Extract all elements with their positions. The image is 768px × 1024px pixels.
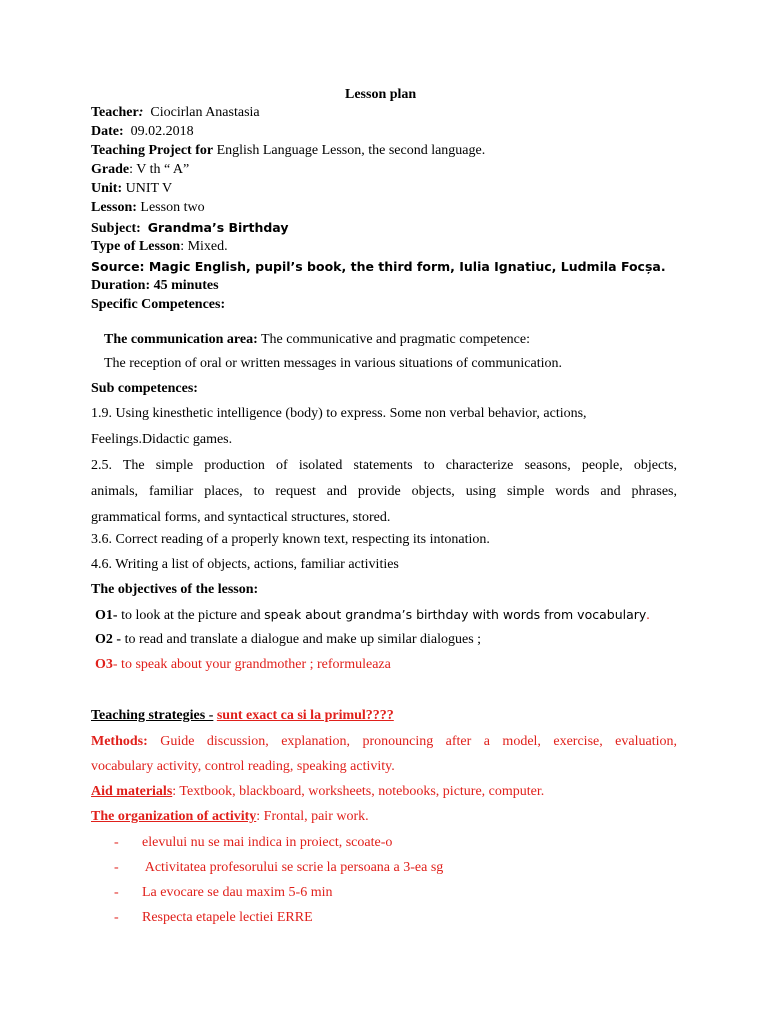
objective-o2-label: O2 - (95, 632, 122, 647)
comment-text: Respecta etapele lectiei ERRE (142, 910, 313, 925)
communication-area-line (104, 331, 530, 349)
dash-bullet-icon: - (114, 910, 119, 925)
sub-competences-heading: Sub competences: (91, 381, 198, 396)
teaching-strategies-note: sunt exact ca si la primul???? (216, 708, 394, 723)
comment-item (114, 884, 332, 902)
objective-o1 (95, 606, 650, 625)
project-line (91, 142, 485, 160)
objective-o1-text-a: to look at the picture and (117, 608, 265, 623)
objective-o3-label: O3 (95, 657, 113, 672)
methods-line1 (91, 733, 677, 751)
competence-1-9-line2: Feelings.Didactic games. (91, 432, 233, 447)
unit-line (91, 180, 172, 198)
organization-label: The organization of activity (91, 809, 257, 824)
project-label: Teaching Project for (91, 143, 214, 158)
teacher-line (91, 104, 260, 122)
date-line (91, 123, 194, 141)
duration-line: Duration: 45 minutes (91, 278, 219, 293)
comment-text: Activitatea profesorului se scrie la persoana a 3-ea sg (142, 860, 444, 875)
objective-o1-dot: . (646, 608, 650, 623)
competence-2-5-line3: grammatical forms, and syntactical structures, stored. (91, 510, 391, 525)
teacher-label: Teacher (91, 105, 139, 120)
grade-line (91, 161, 189, 179)
grade-value: : V th “ A” (129, 162, 190, 177)
teacher-value: Ciocirlan Anastasia (150, 105, 260, 120)
lesson-line (91, 199, 205, 217)
methods-text-line1: Guide discussion, explanation, pronouncing after a model, exercise, evaluation, (160, 734, 677, 749)
competence-2-5-line1: 2.5. The simple production of isolated statements to characterize seasons, people, objects, (91, 458, 677, 473)
competence-3-6: 3.6. Correct reading of a properly known text, respecting its intonation. (91, 532, 490, 547)
comment-text: elevului nu se mai indica in proiect, scoate-o (142, 835, 393, 850)
subject-value: Grandma’s Birthday (147, 220, 289, 235)
unit-value: UNIT V (125, 181, 173, 196)
communication-area-value: The communicative and pragmatic competence: (260, 332, 530, 347)
aid-materials-label: Aid materials (91, 784, 173, 799)
unit-label: Unit: (91, 181, 123, 196)
organization-value: : Frontal, pair work. (256, 809, 369, 824)
comment-item (114, 859, 443, 877)
lesson-value: Lesson two (140, 200, 205, 215)
teaching-strategies-label: Teaching strategies - (91, 708, 214, 723)
comment-item (114, 909, 313, 927)
comment-text: La evocare se dau maxim 5-6 min (142, 885, 333, 900)
teacher-colon: : (138, 105, 144, 120)
aid-materials-line (91, 783, 544, 801)
date-label: Date: (91, 124, 124, 139)
competence-4-6: 4.6. Writing a list of objects, actions, familiar activities (91, 557, 399, 572)
objective-o2 (95, 631, 481, 649)
source-line: Source: Magic English, pupil’s book, the third form, Iulia Ignatiuc, Ludmila Focșa. (91, 259, 666, 274)
type-label: Type of Lesson (91, 239, 181, 254)
competences-heading: Specific Competences: (91, 297, 226, 312)
objective-o3-text: - to speak about your grandmother ; reformuleaza (112, 657, 391, 672)
subject-label: Subject: (91, 221, 141, 236)
teaching-strategies-line (91, 707, 394, 725)
competence-2-5-line2: animals, familiar places, to request and provide objects, using simple words and phrases, (91, 484, 677, 499)
communication-area-label: The communication area: (104, 332, 258, 347)
organization-line (91, 808, 369, 826)
dash-bullet-icon: - (114, 860, 119, 875)
date-value: 09.02.2018 (130, 124, 194, 139)
objective-o1-label: O1- (95, 608, 118, 623)
competence-1-9-line1: 1.9. Using kinesthetic intelligence (body) to express. Some non verbal behavior, actions, (91, 406, 587, 421)
comment-item (114, 834, 392, 852)
methods-line2: vocabulary activity, control reading, speaking activity. (91, 759, 395, 774)
methods-label: Methods: (91, 734, 148, 749)
document-title: Lesson plan (345, 87, 417, 102)
objectives-heading: The objectives of the lesson: (91, 582, 259, 597)
type-value: : Mixed. (180, 239, 228, 254)
grade-label: Grade (91, 162, 130, 177)
dash-bullet-icon: - (114, 835, 119, 850)
dash-bullet-icon: - (114, 885, 119, 900)
objective-o1-text-b: speak about grandma’s birthday with words from vocabulary (264, 607, 647, 622)
lesson-label: Lesson: (91, 200, 137, 215)
objective-o3 (95, 656, 391, 674)
reception-line: The reception of oral or written messages in various situations of communication. (104, 356, 562, 371)
aid-materials-value: : Textbook, blackboard, worksheets, notebooks, picture, computer. (172, 784, 545, 799)
subject-line (91, 219, 289, 238)
type-line (91, 238, 228, 256)
objective-o2-text: to read and translate a dialogue and make up similar dialogues ; (121, 632, 482, 647)
project-value: English Language Lesson, the second language. (216, 143, 486, 158)
